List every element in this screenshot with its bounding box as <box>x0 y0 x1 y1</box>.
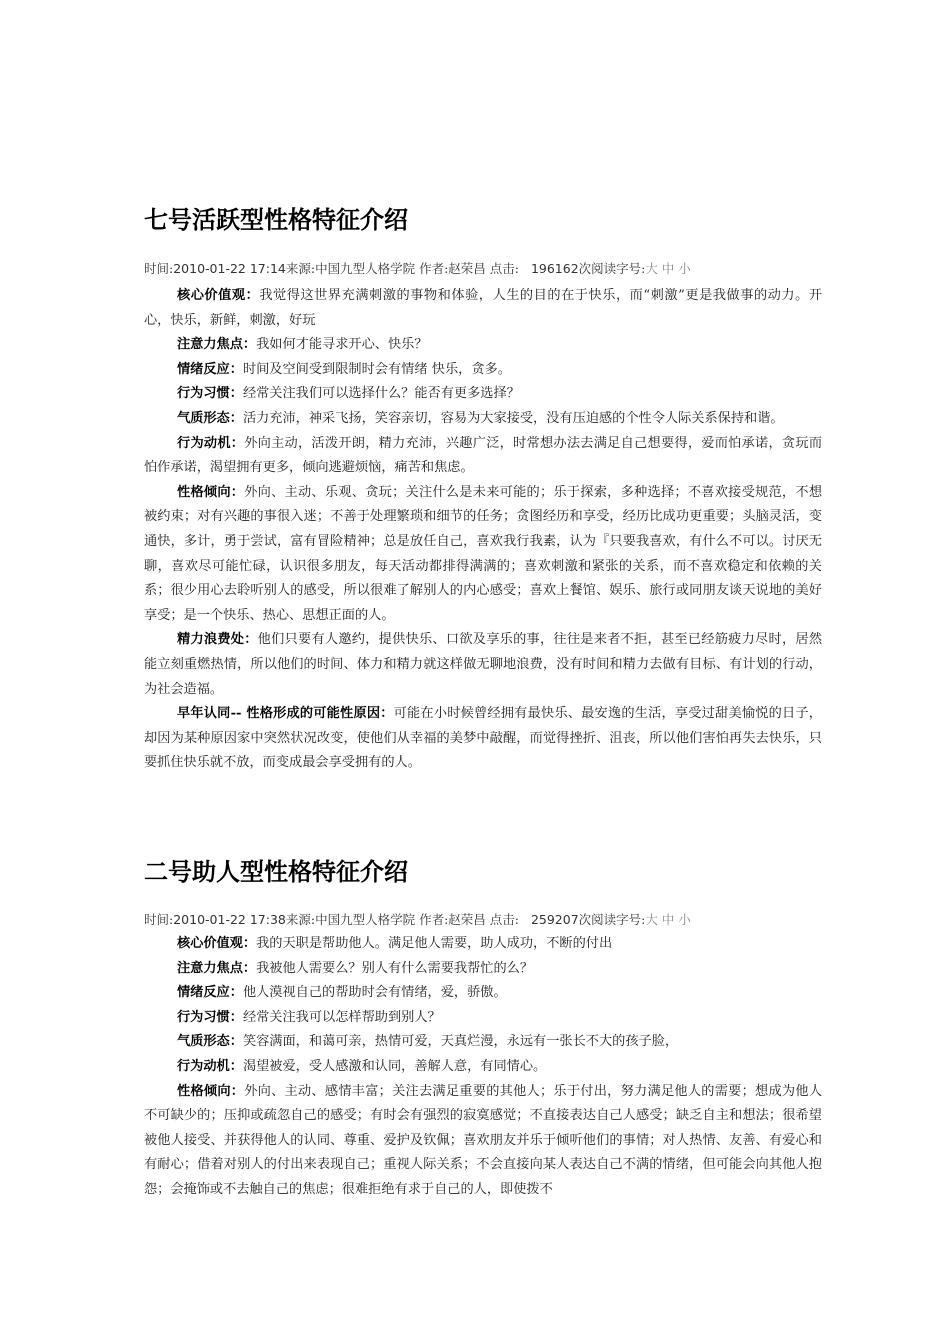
paragraph <box>144 284 822 333</box>
paragraph-label: 核心价值观： <box>177 288 260 303</box>
paragraph-text: 我觉得这世界充满刺激的事物和体验，人生的目的在于快乐，而“刺激”更是我做事的动力。开心，快乐，新鲜，刺激，好玩 <box>144 288 823 328</box>
paragraph <box>144 1006 822 1031</box>
paragraph <box>144 981 822 1006</box>
paragraph <box>144 1055 822 1080</box>
author-label: 作者: <box>419 912 449 927</box>
paragraph-label: 气质形态： <box>177 410 243 426</box>
source-label: 来源: <box>285 912 316 927</box>
paragraph-label: 核心价值观： <box>177 936 257 951</box>
clicks-label: 点击: <box>489 912 520 927</box>
source-label: 来源: <box>285 261 316 276</box>
time-label: 时间: <box>144 912 174 927</box>
font-size-label: 阅读字号: <box>591 912 646 927</box>
source: 中国九型人格学院 <box>315 261 416 276</box>
clicks-suffix: 次 <box>578 261 592 276</box>
paragraph <box>144 1030 822 1055</box>
paragraph <box>144 932 822 957</box>
clicks-suffix: 次 <box>578 912 592 927</box>
paragraph-text: 我被他人需要么？别人有什么需要我帮忙的么？ <box>256 960 534 976</box>
font-size-label: 阅读字号: <box>591 261 646 276</box>
paragraph-label: 行为习惯： <box>177 386 243 402</box>
paragraph-label: 情绪反应： <box>177 985 243 1001</box>
time-label: 时间: <box>144 261 174 276</box>
paragraph-text: 他人漠视自己的帮助时会有情绪，爱，骄傲。 <box>242 985 507 1001</box>
paragraph-label: 注意力焦点： <box>177 960 257 976</box>
article-meta <box>144 259 844 277</box>
paragraph <box>144 957 822 982</box>
paragraph <box>144 333 822 358</box>
article-title: 二号助人型性格特征介绍 <box>144 858 408 886</box>
paragraph-label: 气质形态： <box>177 1034 243 1050</box>
paragraph-text: 活力充沛，神采飞扬，笑容亲切，容易为大家接受，没有压迫感的个性令人际关系保持和谐。 <box>242 410 784 426</box>
publish-time: 2010-01-22 17:38 <box>173 912 286 927</box>
clicks-label: 点击: <box>489 261 520 276</box>
article-body <box>144 932 822 1203</box>
paragraph <box>144 432 822 481</box>
paragraph-text: 他们只要有人邀约，提供快乐、口欲及享乐的事，往往是来者不拒，甚至已经筋疲力尽时，居然能立刻重燃热情，所以他们的时间、体力和精力就这样做无聊地浪费，没有时间和精力去做有目标、有计划的行动，为社会造福。 <box>144 632 823 697</box>
publish-time: 2010-01-22 17:14 <box>173 261 286 276</box>
paragraph-text: 外向、主动、乐观、贪玩；关注什么是未来可能的；乐于探索，多种选择；不喜欢接受规范，不想被约束；对有兴趣的事很入迷；不善于处理繁琐和细节的任务；贪图经历和享受，经历比成功更重要；头脑灵活，变通快，多计，勇于尝试，富有冒险精神；总是放任自己，喜欢我行我素，认为『只要我喜欢，有什么不可以。讨厌无聊，喜欢尽可能忙碌，认识很多朋友，每天活动都排得满满的；喜欢刺激和紧张的关系，而不喜欢稳定和依赖的关系；很少用心去聆听别人的感受，所以很难了解别人的内心感受；喜欢上餐馆、娱乐、旅行或同朋友谈天说地的美好享受；是一个快乐、热心、思想正面的人。 <box>144 484 823 623</box>
paragraph-label: 性格倾向： <box>177 1083 245 1099</box>
paragraph-label: 情绪反应： <box>177 361 243 377</box>
paragraph <box>144 628 822 702</box>
article-title: 七号活跃型性格特征介绍 <box>144 206 408 234</box>
paragraph <box>144 358 822 383</box>
click-count: 196162 <box>530 261 579 276</box>
click-count: 259207 <box>530 912 579 927</box>
author: 赵荣昌 <box>448 261 486 276</box>
paragraph-text: 外向主动，活泼开朗，精力充沛，兴趣广泛，时常想办法去满足自己想要得，爱而怕承诺，贪玩而怕作承诺，渴望拥有更多，倾向逃避烦恼，痛苦和焦虑。 <box>144 435 823 476</box>
paragraph <box>144 702 822 776</box>
paragraph-label: 行为动机： <box>177 1058 243 1074</box>
paragraph-label: 行为动机： <box>177 435 245 451</box>
font-size-options[interactable]: 大 中 小 <box>645 912 691 927</box>
font-size-options[interactable]: 大 中 小 <box>645 261 691 276</box>
paragraph-label: 精力浪费处： <box>177 632 258 648</box>
paragraph-text: 时间及空间受到限制时会有情绪 快乐，贪多。 <box>242 361 511 377</box>
paragraph-label: 注意力焦点： <box>177 337 257 353</box>
source: 中国九型人格学院 <box>315 912 416 927</box>
paragraph <box>144 1080 822 1203</box>
paragraph-text: 我的天职是帮助他人。满足他人需要，助人成功，不断的付出 <box>256 936 613 951</box>
paragraph-label: 性格倾向： <box>177 484 245 500</box>
paragraph-label: 早年认同-- 性格形成的可能性原因： <box>177 706 394 722</box>
paragraph-text: 可能在小时候曾经拥有最快乐、最安逸的生活，享受过甜美愉悦的日子，却因为某种原因家中突然状况改变，使他们从幸福的美梦中敲醒，而觉得挫折、沮丧，所以他们害怕再失去快乐，只要抓住快乐就不放，而变成最会享受拥有的人。 <box>144 706 822 771</box>
article-meta <box>144 910 844 928</box>
author-label: 作者: <box>419 261 449 276</box>
paragraph-text: 笑容满面，和蔼可亲，热情可爱，天真烂漫，永远有一张长不大的孩子脸， <box>242 1034 679 1050</box>
paragraph <box>144 481 822 629</box>
paragraph-label: 行为习惯： <box>177 1009 243 1025</box>
paragraph <box>144 382 822 407</box>
paragraph-text: 外向、主动、感情丰富；关注去满足重要的其他人；乐于付出，努力满足他人的需要；想成为他人不可缺少的；压抑或疏忽自己的感受；有时会有强烈的寂寞感觉；不直接表达自己人感受；缺乏自主和想法；很希望被他人接受、并获得他人的认同、尊重、爱护及钦佩；喜欢朋友并乐于倾听他们的事情；对人热情、友善、有爱心和有耐心；借着对别人的付出来表现自己；重视人际关系；不会直接向某人表达自己不满的情绪，但可能会向其他人抱怨；会掩饰或不去触自己的焦虑；很难拒绝有求于自己的人，即使拨不 <box>144 1083 823 1197</box>
paragraph-text: 经常关注我可以怎样帮助到别人？ <box>242 1009 441 1025</box>
author: 赵荣昌 <box>448 912 486 927</box>
article-body <box>144 284 822 776</box>
paragraph <box>144 407 822 432</box>
paragraph-text: 我如何才能寻求开心、快乐？ <box>256 337 428 353</box>
paragraph-text: 渴望被爱，受人感激和认同，善解人意，有同情心。 <box>242 1058 547 1074</box>
paragraph-text: 经常关注我们可以选择什么？能否有更多选择？ <box>242 386 520 402</box>
